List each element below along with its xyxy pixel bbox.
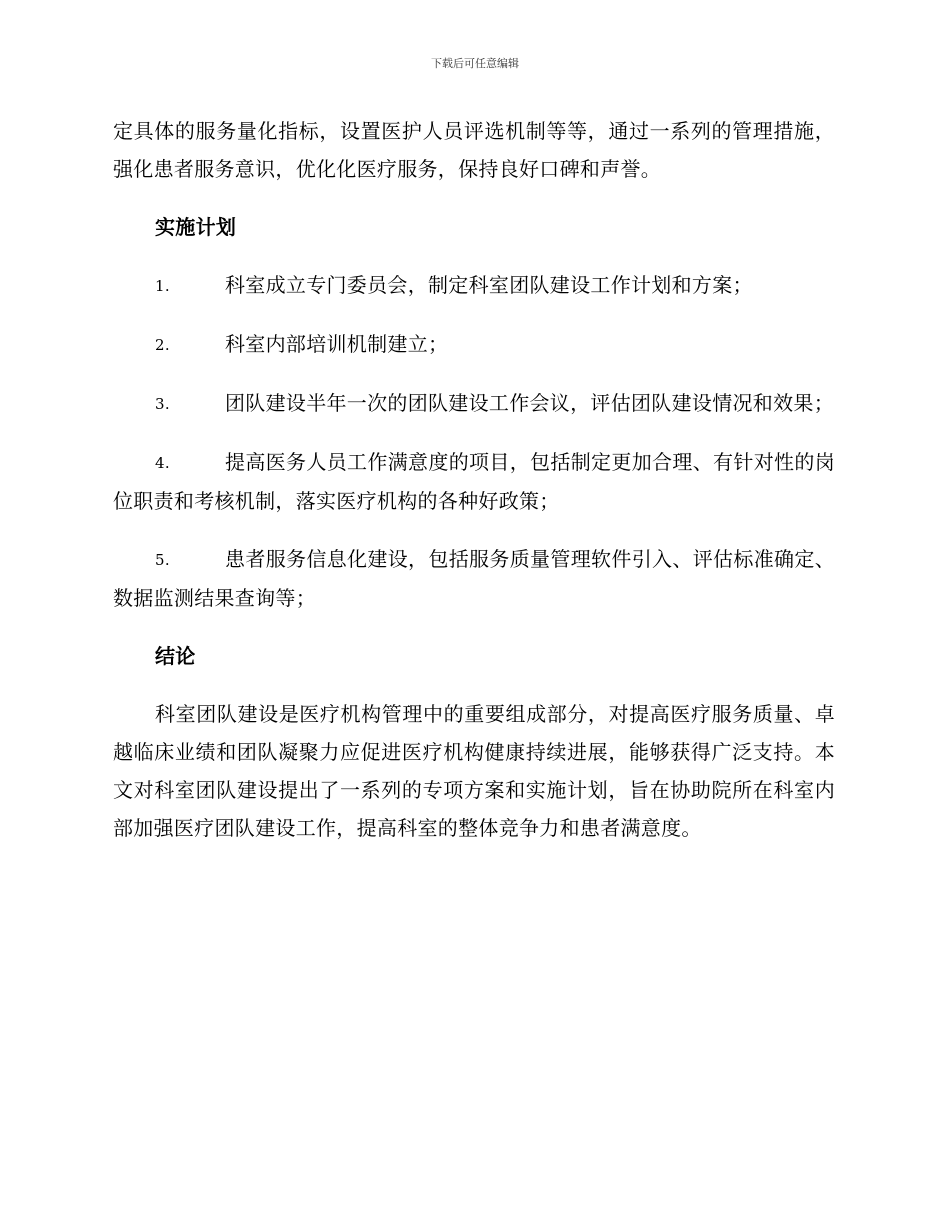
plan-item-text: 患者服务信息化建设，包括服务质量管理软件引入、评估标准确定、数据监测结果查询等；: [113, 547, 835, 610]
plan-item-number: 4.: [155, 454, 170, 472]
plan-item-text: 提高医务人员工作满意度的项目，包括制定更加合理、有针对性的岗位职责和考核机制，落实医疗机构的各种好政策；: [113, 450, 835, 513]
plan-heading: 实施计划: [155, 215, 237, 239]
page-header: 下载后可任意编辑: [431, 57, 519, 70]
plan-item-number: 3.: [155, 395, 170, 413]
conclusion-heading: 结论: [155, 644, 196, 668]
plan-item-2: [113, 325, 835, 364]
plan-item-3: [113, 384, 835, 423]
plan-item-5: [113, 540, 835, 617]
document-body: [113, 112, 835, 867]
plan-item-1: [113, 266, 835, 305]
conclusion-paragraph: 科室团队建设是医疗机构管理中的重要组成部分，对提高医疗服务质量、卓越临床业绩和团队凝聚力应促进医疗机构健康持续进展，能够获得广泛支持。本文对科室团队建设提出了一系列的专项方案和实施计划，旨在协助院所在科室内部加强医疗团队建设工作，提高科室的整体竞争力和患者满意度。: [113, 702, 835, 840]
intro-paragraph: 定具体的服务量化指标，设置医护人员评选机制等等，通过一系列的管理措施，强化患者服务意识，优化化医疗服务，保持良好口碑和声誉。: [113, 119, 835, 181]
plan-item-number: 1.: [155, 277, 170, 295]
plan-item-number: 5.: [155, 551, 170, 569]
plan-item-number: 2.: [155, 336, 170, 354]
plan-item-text: 科室成立专门委员会，制定科室团队建设工作计划和方案；: [225, 273, 753, 297]
plan-item-4: [113, 443, 835, 520]
plan-item-text: 科室内部培训机制建立；: [225, 332, 449, 356]
plan-item-text: 团队建设半年一次的团队建设工作会议，评估团队建设情况和效果；: [225, 391, 834, 415]
